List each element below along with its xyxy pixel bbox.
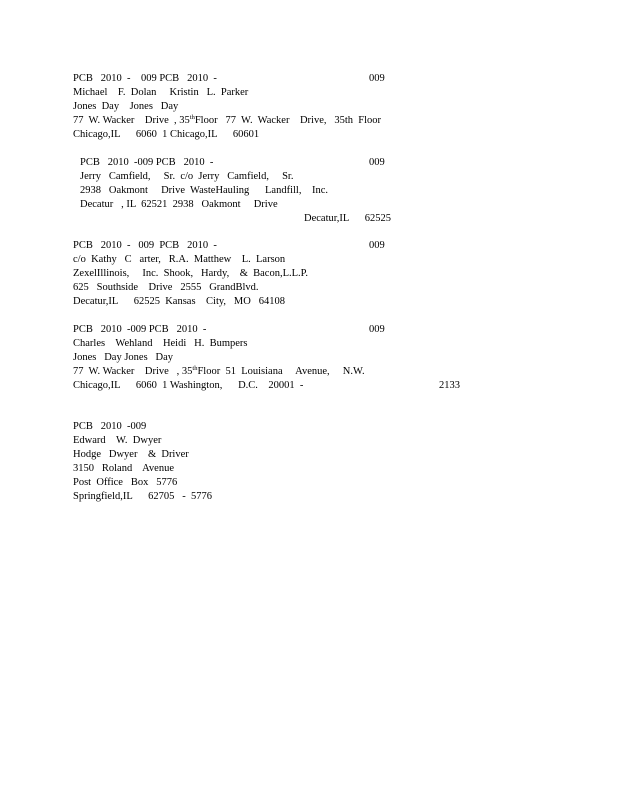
city-state-zip-right: Decatur,IL 62525 <box>304 213 391 224</box>
street-address: 625 Southside Drive 2555 GrandBlvd. <box>73 282 259 293</box>
street-address-part-1: 77 W. Wacker Drive , 35 <box>73 366 193 377</box>
docket-number: 009 <box>369 240 385 251</box>
firm-names: ZexelIllinois, Inc. Shook, Hardy, & Bacon,L.L.P. <box>73 268 308 279</box>
attorney-names: c/o Kathy C arter, R.A. Matthew L. Larson <box>73 254 286 265</box>
ordinal-suffix: th <box>189 114 195 121</box>
docket-number: 009 <box>369 73 385 84</box>
attorney-names: Michael F. Dolan Kristin L. Parker <box>73 87 249 98</box>
docket-line: PCB 2010 - 009 PCB 2010 - <box>73 240 217 251</box>
zip-extension: 2133 <box>439 380 460 391</box>
street-address-part-1: 77 W. Wacker Drive , 35 <box>73 115 190 126</box>
po-box: Post Office Box 5776 <box>73 477 178 488</box>
docket-line: PCB 2010 -009 PCB 2010 - <box>80 157 214 168</box>
street-address <box>73 365 365 379</box>
ordinal-suffix: th <box>192 365 198 372</box>
docket-line: PCB 2010 - 009 PCB 2010 - <box>73 73 217 84</box>
firm-names: Jones Day Jones Day <box>73 352 174 363</box>
street-address-part-2: Floor 77 W. Wacker Drive, 35th Floor <box>194 115 382 126</box>
city-state-zip: Decatur,IL 62525 Kansas City, MO 64108 <box>73 296 285 307</box>
city-state-zip: Springfield,IL 62705 - 5776 <box>73 491 213 502</box>
docket-line: PCB 2010 -009 <box>73 421 147 432</box>
docket-number: 009 <box>369 324 385 335</box>
street-address: 3150 Roland Avenue <box>73 463 175 474</box>
attorney-name: Edward W. Dwyer <box>73 435 162 446</box>
city-state-zip: Decatur , IL 62521 2938 Oakmont Drive <box>80 199 278 210</box>
street-address: 2938 Oakmont Drive WasteHauling Landfill, Inc. <box>80 185 328 196</box>
firm-names: Jones Day Jones Day <box>73 101 179 112</box>
city-state-zip: Chicago,IL 6060 1 Chicago,IL 60601 <box>73 129 260 140</box>
firm-name: Hodge Dwyer & Driver <box>73 449 189 460</box>
attorney-names: Jerry Camfield, Sr. c/o Jerry Camfield, Sr. <box>80 171 294 182</box>
street-address-part-2: Floor 51 Louisiana Avenue, N.W. <box>197 366 365 377</box>
street-address <box>73 114 381 128</box>
city-state-zip: Chicago,IL 6060 1 Washington, D.C. 20001 - <box>73 380 304 391</box>
docket-line: PCB 2010 -009 PCB 2010 - <box>73 324 207 335</box>
attorney-names: Charles Wehland Heidi H. Bumpers <box>73 338 248 349</box>
docket-number: 009 <box>369 157 385 168</box>
